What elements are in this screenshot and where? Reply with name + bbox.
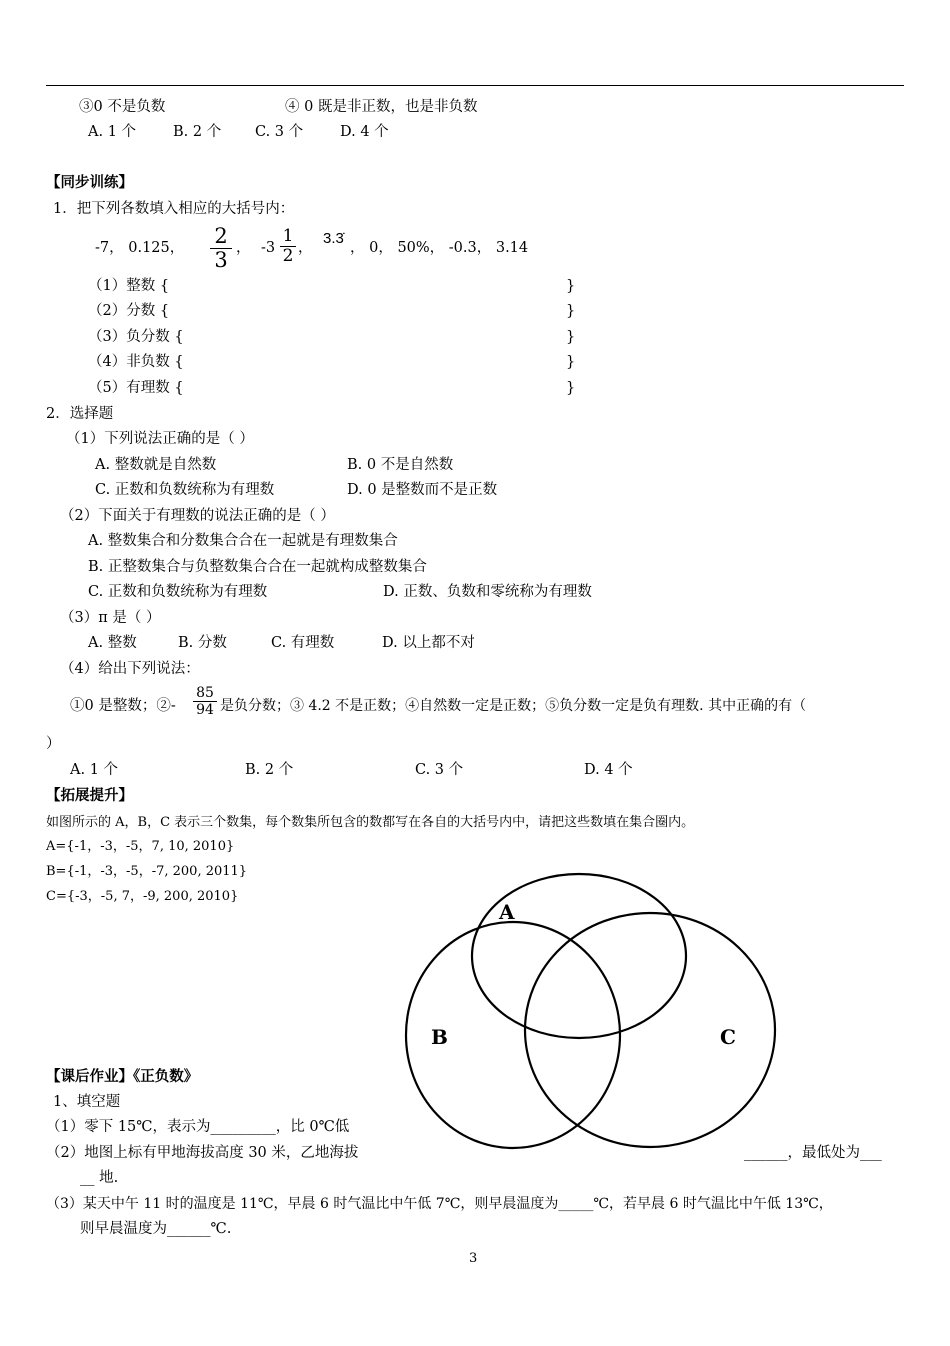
fraction-denominator: 3 [214,248,228,272]
fraction-numerator: 1 [282,226,294,246]
q2-part1-option-a: A. 整数就是自然数 [95,457,217,473]
mixed-number-whole: -3 [261,240,276,256]
set-close-integers: } [566,278,576,294]
prev-item-4: ④ 0 既是非正数，也是非负数 [285,99,478,115]
set-close-nonnegative: } [566,354,576,370]
q2-part2-option-d: D. 正数、负数和零统称为有理数 [383,584,592,600]
fraction-numerator: 85 [196,685,214,701]
homework-q1-stem: 1、填空题 [53,1094,121,1110]
q1-stem: 1．把下列各数填入相应的大括号内： [53,201,295,217]
q2-part4-text-1: ①0 是整数；②- [70,698,176,714]
homework-part2-right: ______，最低处为___ [744,1145,882,1161]
set-b-definition: B={-1，-3，-5，-7, 200, 2011} [46,864,248,879]
fraction-denominator: 94 [196,702,214,718]
q2-part2-option-c: C. 正数和负数统称为有理数 [88,584,268,600]
set-a-definition: A={-1，-3，-5，7, 10, 2010} [46,839,235,854]
homework-part2-tail: __ 地. [80,1170,119,1186]
q2-part1-option-c: C. 正数和负数统称为有理数 [95,482,275,498]
q2-part1-option-b: B. 0 不是自然数 [347,457,454,473]
q2-part3-option-d: D. 以上都不对 [382,635,475,651]
set-a-circle [472,874,686,1038]
set-c-definition: C={-3，-5, 7，-9, 200, 2010} [46,889,239,904]
set-close-rationals: } [566,380,576,396]
homework-heading: 【课后作业】《正负数》 [46,1069,199,1085]
homework-part3-line2: 则早晨温度为______℃. [80,1221,232,1237]
q2-part4-close: ） [46,736,61,752]
q2-part4-option-d: D. 4 个 [584,762,633,778]
venn-diagram [398,870,782,1154]
header-rule [46,85,904,86]
set-label-negative-fractions: （3）负分数 { [88,329,184,345]
repeating-decimal: 3.3̇ [323,230,344,247]
fraction-denominator: 2 [282,246,294,266]
q2-part1-stem: （1）下列说法正确的是（ ） [66,431,254,447]
q2-stem: 2．选择题 [46,406,114,422]
q2-part3-option-c: C. 有理数 [271,635,335,651]
q2-part2-option-b: B. 正整数集合与负整数集合合在一起就构成整数集合 [88,559,427,575]
set-close-negative-fractions: } [566,329,576,345]
homework-part1: （1）零下 15℃，表示为_________，比 0℃低 [46,1119,350,1135]
q2-part2-stem: （2）下面关于有理数的说法正确的是（ ） [60,508,335,524]
q2-part4-option-c: C. 3 个 [415,762,464,778]
extend-intro: 如图所示的 A，B，C 表示三个数集，每个数集所包含的数都写在各自的大括号内中，请把这些数填在集合圈内。 [46,815,695,830]
set-label-nonnegative: （4）非负数 { [88,354,184,370]
q2-part4-option-a: A. 1 个 [70,762,119,778]
prev-item-3: ③0 不是负数 [79,99,166,115]
fraction-85-94 [193,686,217,717]
homework-part2-left: （2）地图上标有甲地海拔高度 30 米，乙地海拔 [46,1145,359,1161]
q1-comma-a: ， [236,240,251,256]
set-label-rationals: （5）有理数 { [88,380,184,396]
q2-part3-option-a: A. 整数 [88,635,137,651]
q2-part2-option-a: A. 整数集合和分数集合合在一起就是有理数集合 [88,533,398,549]
fraction-numerator: 2 [214,224,228,248]
q2-part4-option-b: B. 2 个 [245,762,294,778]
venn-label-c: C [720,1025,736,1049]
set-close-fractions: } [566,303,576,319]
set-label-fractions: （2）分数 { [88,303,170,319]
q1-numbers-b: ， 0， 50%， -0.3， 3.14 [350,240,529,256]
fraction-two-thirds [210,226,232,271]
prev-option-b: B. 2 个 [173,124,222,140]
fraction-one-half [280,228,296,265]
venn-label-a: A [499,900,515,924]
q2-part3-stem: （3）π 是（ ） [60,610,161,626]
prev-option-a: A. 1 个 [88,124,137,140]
set-c-circle [525,913,775,1147]
q2-part3-option-b: B. 分数 [178,635,227,651]
q1-numbers-a: -7， 0.125， [95,240,185,256]
prev-option-c: C. 3 个 [255,124,304,140]
page-number: 3 [469,1251,478,1266]
set-label-integers: （1）整数 { [88,278,170,294]
sync-heading: 【同步训练】 [46,175,133,191]
prev-option-d: D. 4 个 [340,124,389,140]
homework-part3-line1: （3）某天中午 11 时的温度是 11℃，早晨 6 时气温比中午低 7℃，则早晨温度为_____℃，若早晨 6 时气温比中午低 13℃， [46,1196,833,1212]
venn-label-b: B [431,1025,448,1049]
q2-part1-option-d: D. 0 是整数而不是正数 [347,482,498,498]
extend-heading: 【拓展提升】 [46,788,133,804]
q2-part4-text-2: 是负分数；③ 4.2 不是正数；④自然数一定是正数；⑤负分数一定是负有理数. 其中正确的有（ [220,698,807,714]
q1-comma-b: ， [298,240,313,256]
q2-part4-stem: （4）给出下列说法： [60,661,200,677]
